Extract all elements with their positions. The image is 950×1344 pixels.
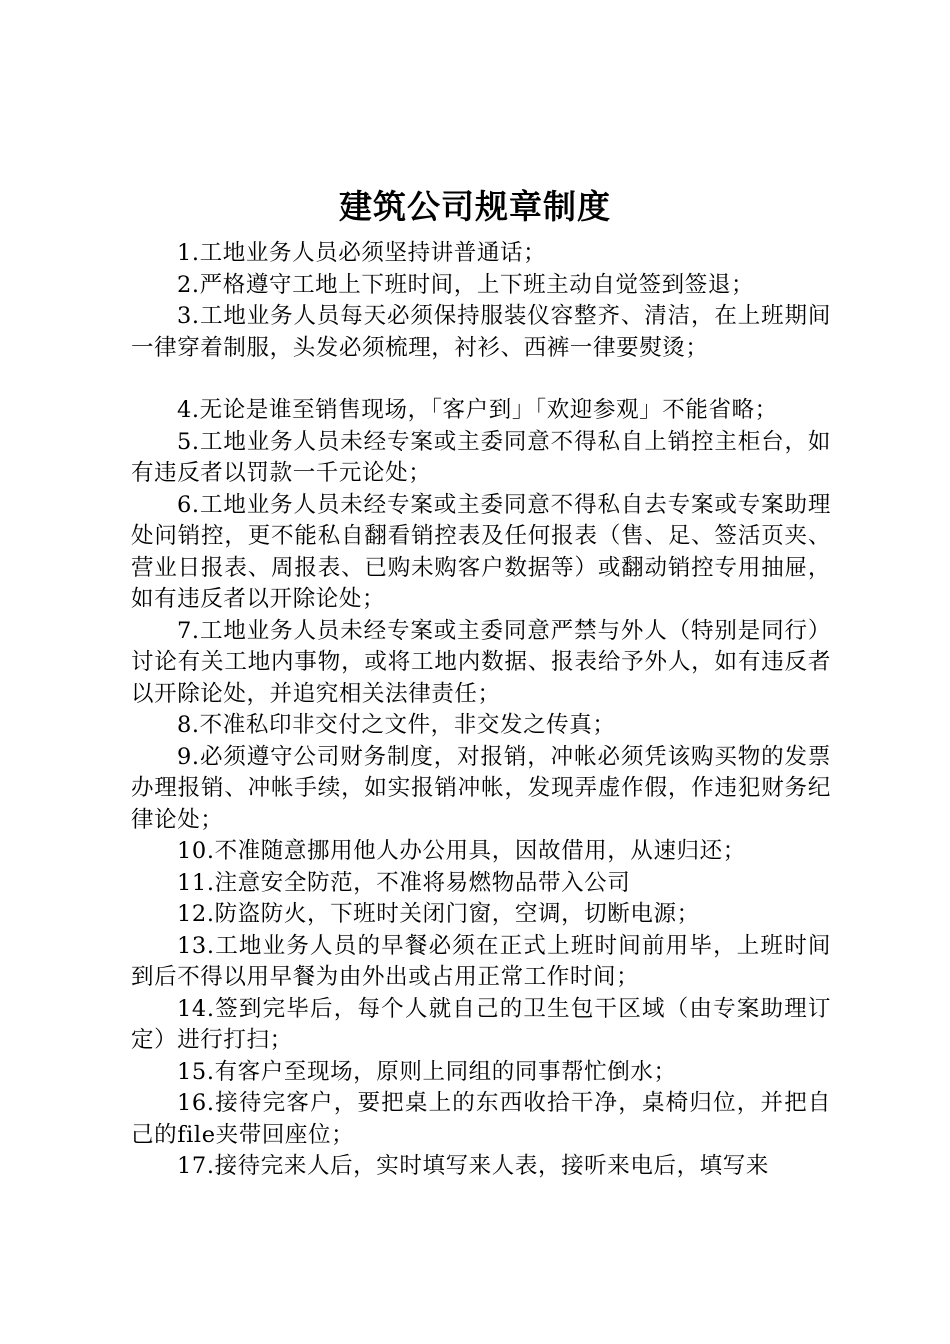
rule-paragraph-15: 15.有客户至现场，原则上同组的同事帮忙倒水； (177, 1058, 677, 1085)
rule-paragraph-13: 13.工地业务人员的早餐必须在正式上班时间前用毕，上班时间到后不得以用早餐为由外出或占用正常工作时间； (131, 932, 831, 990)
rule-paragraph-16: 16.接待完客户，要把桌上的东西收拾干净，桌椅归位，并把自己的file夹带回座位； (131, 1090, 831, 1148)
rule-paragraph-14: 14.签到完毕后，每个人就自己的卫生包干区域（由专案助理订定）进行打扫； (131, 995, 831, 1053)
rule-paragraph-17: 17.接待完来人后，实时填写来人表，接听来电后，填写来 (177, 1153, 769, 1179)
document-title: 建筑公司规章制度 (339, 187, 611, 226)
document-body (131, 238, 831, 1183)
rule-paragraph-8: 8.不准私印非交付之文件，非交发之传真； (177, 712, 616, 738)
rule-paragraph-5: 5.工地业务人员未经专案或主委同意不得私自上销控主柜台，如有违反者以罚款一千元论处； (131, 428, 831, 486)
rule-paragraph-7: 7.工地业务人员未经专案或主委同意严禁与外人（特别是同行）讨论有关工地内事物，或将工地内数据、报表给予外人，如有违反者以开除论处，并追究相关法律责任； (131, 617, 831, 707)
rule-paragraph-9: 9.必须遵守公司财务制度，对报销，冲帐必须凭该购买物的发票办理报销、冲帐手续，如实报销冲帐，发现弄虚作假，作违犯财务纪律论处； (131, 743, 831, 833)
rule-paragraph-2: 2.严格遵守工地上下班时间，上下班主动自觉签到签退； (177, 271, 755, 298)
rule-paragraph-10: 10.不准随意挪用他人办公用具，因故借用，从速归还； (177, 838, 746, 864)
rule-paragraph-11: 11.注意安全防范，不准将易燃物品带入公司 (177, 869, 631, 896)
rule-paragraph-1: 1.工地业务人员必须坚持讲普通话； (177, 240, 547, 266)
rule-paragraph-4: 4.无论是谁至销售现场，「客户到」「欢迎参观」不能省略； (177, 397, 778, 423)
rule-paragraph-12: 12.防盗防火，下班时关闭门窗，空调，切断电源； (177, 901, 700, 927)
rule-paragraph-6: 6.工地业务人员未经专案或主委同意不得私自去专案或专案助理处问销控，更不能私自翻看销控表及任何报表（售、足、签活页夹、营业日报表、周报表、已购未购客户数据等）或翻动销控专用抽屉，如有违反者以开除论处； (131, 491, 831, 612)
rule-paragraph-3: 3.工地业务人员每天必须保持服装仪容整齐、清洁，在上班期间一律穿着制服，头发必须梳理，衬衫、西裤一律要熨烫； (131, 303, 831, 361)
